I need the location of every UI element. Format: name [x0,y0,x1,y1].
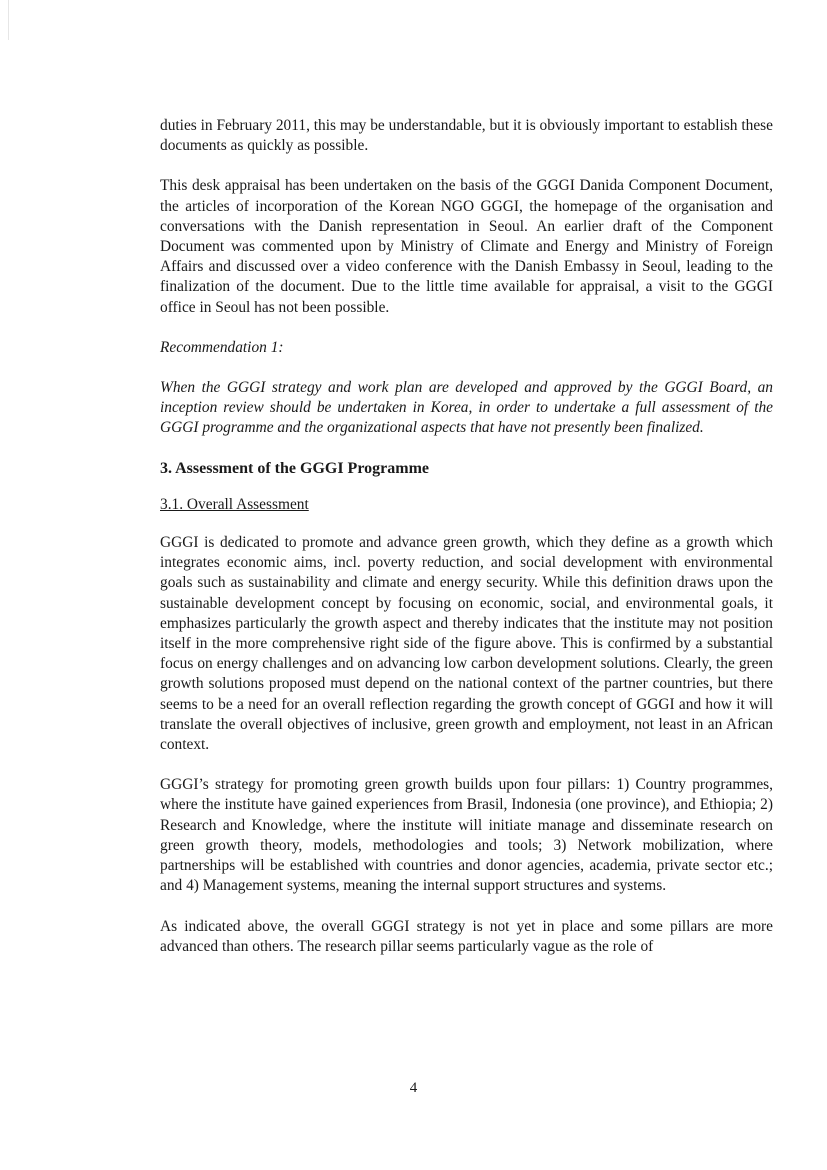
page-content [160,116,773,977]
paragraph-continuation: duties in February 2011, this may be understandable, but it is obviously important to establish these documents as quickly as possible. [160,117,773,155]
recommendation-text: When the GGGI strategy and work plan are developed and approved by the GGGI Board, an inception review should be undertaken in Korea, in order to undertake a full assessment of the GGGI programme and the organizational aspects that have not presently been finalized. [160,379,773,437]
recommendation-label: Recommendation 1: [160,338,284,356]
page-number: 4 [409,1080,418,1096]
section-heading: 3. Assessment of the GGGI Programme [160,459,429,477]
paragraph-four-pillars: GGGI’s strategy for promoting green growth builds upon four pillars: 1) Country programmes, where the institute have gained experiences from Brasil, Indonesia (one province), and Ethiopia; 2) Research and Knowledge, where the institute will initiate manage and disseminate research on green growth theory, models, methodologies and tools; 3) Network mobilization, where partnerships will be established with countries and donor agencies, academia, private sector etc.; and 4) Management systems, meaning the internal support structures and systems. [160,776,773,895]
paragraph-desk-appraisal: This desk appraisal has been undertaken on the basis of the GGGI Danida Component Document, the articles of incorporation of the Korean NGO GGGI, the homepage of the organisation and conversations with the Danish representation in Seoul. An earlier draft of the Component Document was commented upon by Ministry of Climate and Energy and Ministry of Foreign Affairs and discussed over a video conference with the Danish Embassy in Seoul, leading to the finalization of the document. Due to the little time available for appraisal, a visit to the GGGI office in Seoul has not been possible. [160,177,773,316]
paragraph-strategy-status: As indicated above, the overall GGGI strategy is not yet in place and some pillars are more advanced than others. The research pillar seems particularly vague as the role of [160,917,773,955]
subsection-heading: 3.1. Overall Assessment [160,495,309,513]
scan-margin-mark [8,0,9,40]
paragraph-green-growth: GGGI is dedicated to promote and advance green growth, which they define as a growth which integrates economic aims, incl. poverty reduction, and social development with environmental goals such as sustainability and climate and energy security. While this definition draws upon the sustainable development concept by focusing on economic, social, and environmental goals, it emphasizes particularly the growth aspect and thereby indicates that the institute may not position itself in the more comprehensive right side of the figure above. This is confirmed by a substantial focus on energy challenges and on advancing low carbon development solutions. Clearly, the green growth solutions proposed must depend on the national context of the partner countries, but there seems to be a need for an overall reflection regarding the growth concept of GGGI and how it will translate the overall objectives of inclusive, green growth and employment, not least in an African context. [160,534,773,754]
